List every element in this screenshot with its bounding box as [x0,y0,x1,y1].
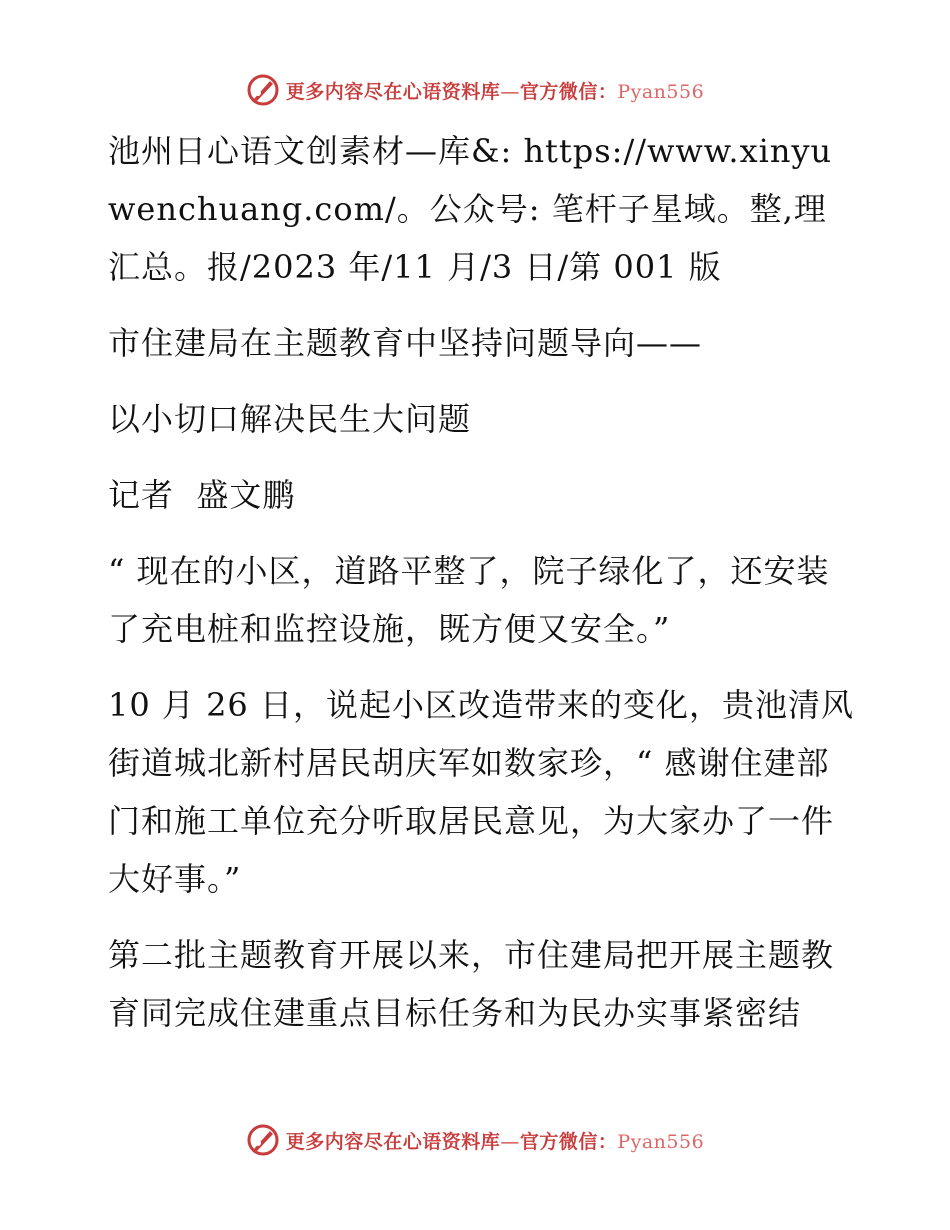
watermark-text: 更多内容尽在心语资料库—官方微信：Pyan556 [285,1130,705,1153]
quill-logo-icon [246,73,280,107]
byline: 记者 盛文鹏 [108,476,296,514]
paragraph: 第二批主题教育开展以来，市住建局把开展主题教育同完成住建重点目标任务和为民办实事紧密结 [108,936,835,1032]
watermark-bottom [0,1120,950,1160]
headline-primary: 市住建局在主题教育中坚持问题导向—— [108,324,703,362]
headline-secondary: 以小切口解决民生大问题 [108,400,472,438]
article-body [96,122,856,1060]
watermark-text: 更多内容尽在心语资料库—官方微信：Pyan556 [285,80,705,103]
paragraph: “ 现在的小区，道路平整了，院子绿化了，还安装了充电桩和监控设施，既方便又安全。” [108,552,830,648]
source-line: 池州日心语文创素材—库&: https://www.xinyuwenchuang.com/。公众号: 笔杆子星域。整,理汇总。报/2023 年/11 月/3 日/第 001 版 [108,132,833,286]
quill-logo-icon [246,1123,280,1157]
paragraph: 10 月 26 日，说起小区改造带来的变化，贵池清风街道城北新村居民胡庆军如数家珍，“ 感谢住建部门和施工单位充分听取居民意见，为大家办了一件大好事。” [108,686,854,898]
watermark-top [0,70,950,110]
